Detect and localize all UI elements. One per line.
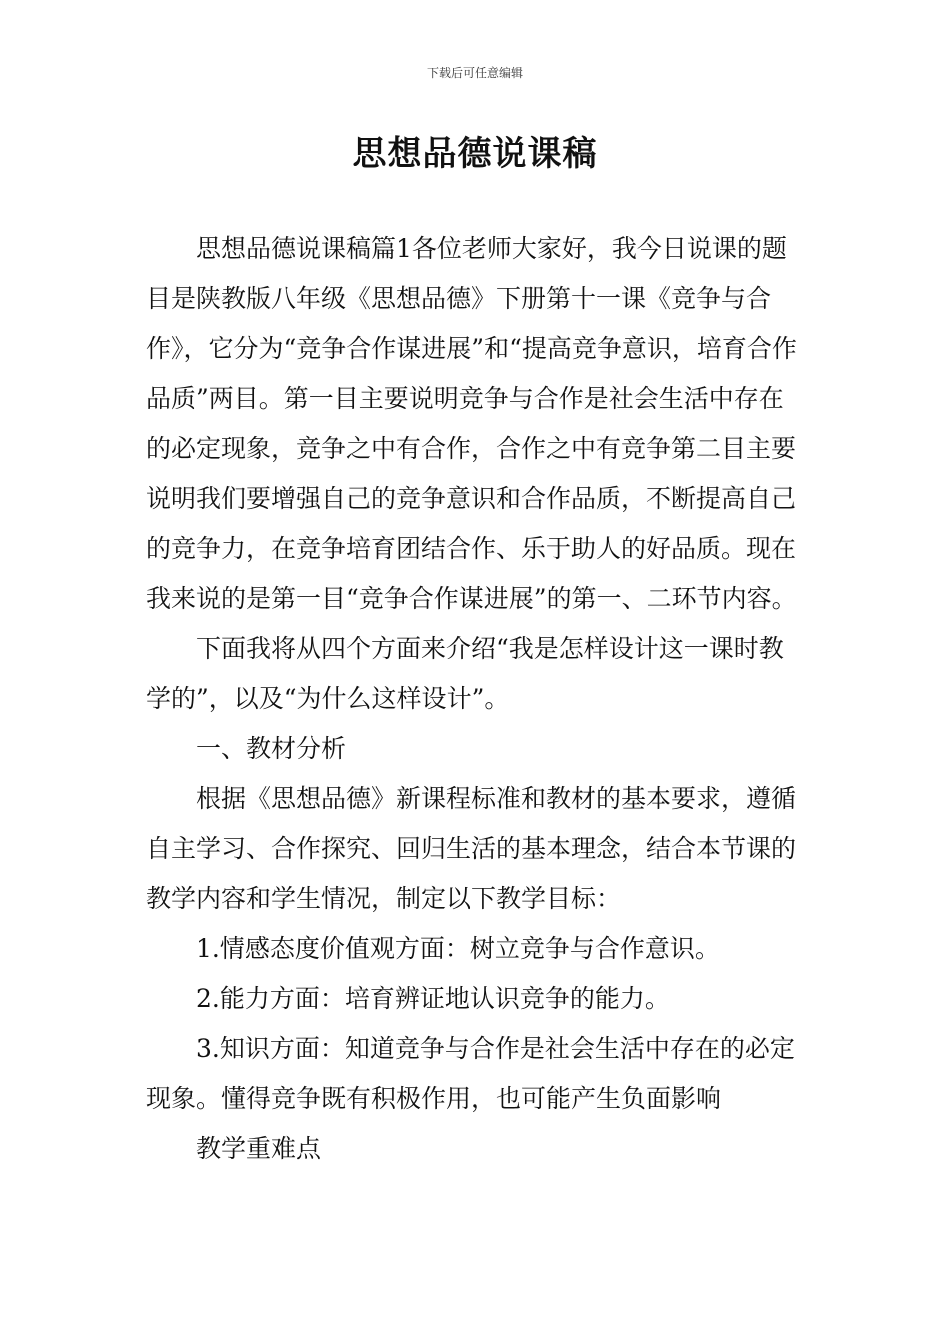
section-heading-key-points: 教学重难点 [196, 1134, 322, 1163]
document-title: 思想品德说课稿 [352, 134, 598, 174]
section-heading-textbook-analysis: 一、教材分析 [196, 734, 347, 763]
paragraph-intro: 思想品德说课稿篇1各位老师大家好，我今日说课的题目是陕教版八年级《思想品德》下册第十一课《竞争与合作》，它分为“竞争合作谋进展”和“提高竞争意识，培育合作品质”两目。第一目主要说明竞争与合作是社会生活中存在的必定现象，竞争之中有合作，合作之中有竞争第二目主要说明我们要增强自己的竞争意识和合作品质，不断提高自己的竞争力，在竞争培育团结合作、乐于助人的好品质。现在我来说的是第一目“竞争合作谋进展”的第一、二环节内容。 [146, 234, 797, 613]
objective-item-2: 2.能力方面：培育辨证地认识竞争的能力。 [196, 984, 670, 1013]
objective-item-3: 3.知识方面：知道竞争与合作是社会生活中存在的必定现象。懂得竞争既有积极作用，也可能产生负面影响 [146, 1034, 795, 1113]
paragraph-objectives-intro: 根据《思想品德》新课程标准和教材的基本要求，遵循自主学习、合作探究、回归生活的基本理念，结合本节课的教学内容和学生情况，制定以下教学目标： [146, 784, 797, 913]
document-body [146, 224, 806, 1174]
page-header: 下载后可任意编辑 [426, 66, 523, 80]
paragraph-overview: 下面我将从四个方面来介绍“我是怎样设计这一课时教学的”，以及“为什么这样设计”。 [146, 634, 784, 713]
objective-item-1: 1.情感态度价值观方面：树立竞争与合作意识。 [196, 934, 720, 963]
